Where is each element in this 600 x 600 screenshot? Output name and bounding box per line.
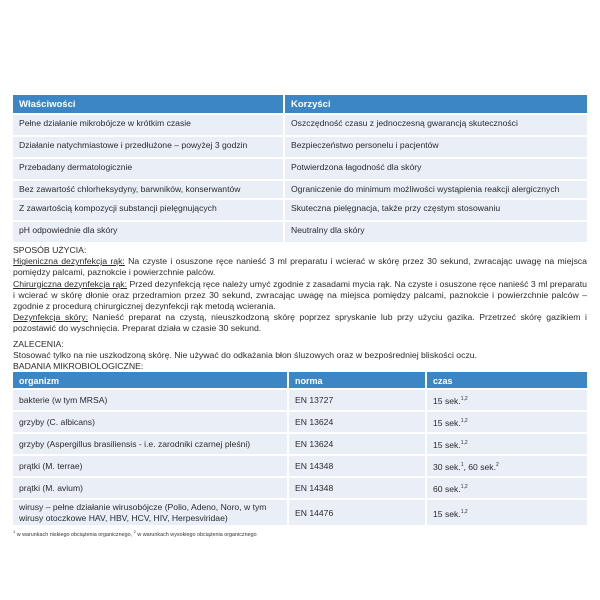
- property-cell: Bez zawartość chlorheksydyny, barwników, konserwantów: [13, 179, 285, 198]
- footnote-text: w warunkach wysokiego obciążenia organicznego: [135, 532, 257, 539]
- table-row: [13, 476, 587, 498]
- time-cell: [427, 410, 587, 432]
- property-cell: Pełne działanie mikrobójcze w krótkim czasie: [13, 113, 285, 135]
- recommendations-heading: ZALECENIA:: [13, 338, 64, 349]
- footnote-number: 2: [133, 529, 136, 535]
- time-cell: [427, 476, 587, 498]
- time-value: 15 sek.: [433, 395, 461, 406]
- benefit-cell: Oszczędność czasu z jednoczesną gwarancją skuteczności: [285, 113, 587, 135]
- time-value: 30 sek.: [433, 461, 461, 472]
- norm-cell: EN 14476: [289, 498, 427, 525]
- benefit-cell: Skuteczna pielęgnacja, także przy częstym stosowaniu: [285, 198, 587, 220]
- property-cell: Działanie natychmiastowe i przedłużone – powyżej 3 godzin: [13, 135, 285, 157]
- benefit-cell: Bezpieczeństwo personelu i pacjentów: [285, 135, 587, 157]
- usage-section: [13, 245, 587, 335]
- benefit-cell: Ograniczenie do minimum możliwości wystąpienia reakcji alergicznych: [285, 179, 587, 198]
- footnote: [13, 529, 587, 538]
- properties-table: [13, 95, 587, 242]
- organism-cell: grzyby (Aspergillus brasiliensis - i.e. zarodniki czarnej pleśni): [13, 432, 289, 454]
- header-time: czas: [427, 372, 587, 388]
- usage-text: Przed dezynfekcją ręce należy umyć zgodnie z zasadami mycia rąk. Na czyste i osuszone ręce nanieść 3 ml preparatu i wcierać w skórę dłonie oraz przedramion przez 30 sekund, zwracając uwagę na miejsca pomiędzy palcami, paznokcie i powierzchnie palców – zgodnie z procedurą chirurgicznej dezynfekcji rąk metodą wcierania.: [13, 278, 588, 312]
- organism-cell: grzyby (C. albicans): [13, 410, 289, 432]
- header-properties: Właściwości: [13, 95, 285, 113]
- usage-label: Dezynfekcja skóry:: [13, 312, 89, 323]
- organism-cell: prątki (M. avium): [13, 476, 289, 498]
- property-cell: pH odpowiednie dla skóry: [13, 220, 285, 242]
- usage-text: Nanieść preparat na czystą, nieuszkodzoną skórę poprzez spryskanie lub przy użyciu gazika. Przetrzeć skórę gazikiem i pozostawić do wyschnięcia. Preparat działa w czasie 30 sekund.: [13, 312, 587, 334]
- usage-label: Higieniczna dezynfekcja rąk:: [13, 256, 125, 267]
- table-row: [13, 220, 587, 242]
- time-footnote: 1,2: [460, 396, 468, 402]
- norm-cell: EN 14348: [289, 476, 427, 498]
- header-benefits: Korzyści: [285, 95, 587, 113]
- usage-hygienic: [13, 256, 587, 278]
- table-row: [13, 198, 587, 220]
- time-footnote-2: 2: [495, 462, 499, 468]
- recommendations-text: Stosować tylko na nie uszkodzoną skórę. Nie używać do odkażania błon śluzowych oraz w bezpośredniej bliskości oczu.: [13, 349, 478, 360]
- table-row: [13, 113, 587, 135]
- table-row: [13, 157, 587, 179]
- footnote-text: w warunkach niskiego obciążenia organicznego,: [15, 532, 134, 539]
- recommendations-section: [13, 339, 587, 373]
- time-cell: [427, 432, 587, 454]
- microbiology-table: [13, 372, 587, 525]
- time-footnote: 1,2: [460, 440, 468, 446]
- norm-cell: EN 13624: [289, 410, 427, 432]
- table-row: [13, 410, 587, 432]
- header-organism: organizm: [13, 372, 289, 388]
- micro-heading: BADANIA MIKROBIOLOGICZNE:: [13, 361, 144, 372]
- time-cell: [427, 498, 587, 525]
- time-value-2: , 60 sek.: [463, 461, 496, 472]
- organism-cell: wirusy – pełne działanie wirusobójcze (Polio, Adeno, Noro, w tym wirusy otoczkowe HAV, HBV, HCV, HIV, Herpesviridae): [13, 498, 289, 525]
- time-cell: [427, 454, 587, 476]
- organism-cell: bakterie (w tym MRSA): [13, 388, 289, 410]
- usage-skin: [13, 312, 587, 334]
- time-value: 15 sek.: [433, 508, 461, 519]
- norm-cell: EN 14348: [289, 454, 427, 476]
- footnote-number: 1: [13, 529, 16, 535]
- benefit-cell: Neutralny dla skóry: [285, 220, 587, 242]
- header-norm: norma: [289, 372, 427, 388]
- time-value: 15 sek.: [433, 439, 461, 450]
- micro-header-row: [13, 372, 587, 388]
- organism-cell: prątki (M. terrae): [13, 454, 289, 476]
- property-cell: Przebadany dermatologicznie: [13, 157, 285, 179]
- norm-cell: EN 13624: [289, 432, 427, 454]
- property-cell: Z zawartością kompozycji substancji pielęgnujących: [13, 198, 285, 220]
- time-value: 60 sek.: [433, 483, 461, 494]
- properties-header-row: [13, 95, 587, 113]
- table-row: [13, 179, 587, 198]
- time-footnote: 1,2: [460, 418, 468, 424]
- usage-heading: SPOSÓB UŻYCIA:: [13, 245, 87, 255]
- time-footnote: 1,2: [460, 484, 468, 490]
- time-cell: [427, 388, 587, 410]
- time-footnote: 1,2: [460, 508, 468, 515]
- time-value: 15 sek.: [433, 417, 461, 428]
- norm-cell: EN 13727: [289, 388, 427, 410]
- table-row: [13, 432, 587, 454]
- usage-text: Na czyste i osuszone ręce nanieść 3 ml preparatu i wcierać w skórę przez 30 sekund, zwracając uwagę na miejsca pomiędzy palcami, paznokcie i powierzchnie palców.: [13, 256, 587, 278]
- document-page: [13, 95, 587, 538]
- table-row: [13, 135, 587, 157]
- usage-surgical: [13, 279, 587, 313]
- usage-label: Chirurgiczna dezynfekcja rąk:: [13, 278, 128, 289]
- table-row: [13, 454, 587, 476]
- table-row: [13, 388, 587, 410]
- time-footnote: 1: [460, 462, 464, 468]
- table-row: [13, 498, 587, 525]
- benefit-cell: Potwierdzona łagodność dla skóry: [285, 157, 587, 179]
